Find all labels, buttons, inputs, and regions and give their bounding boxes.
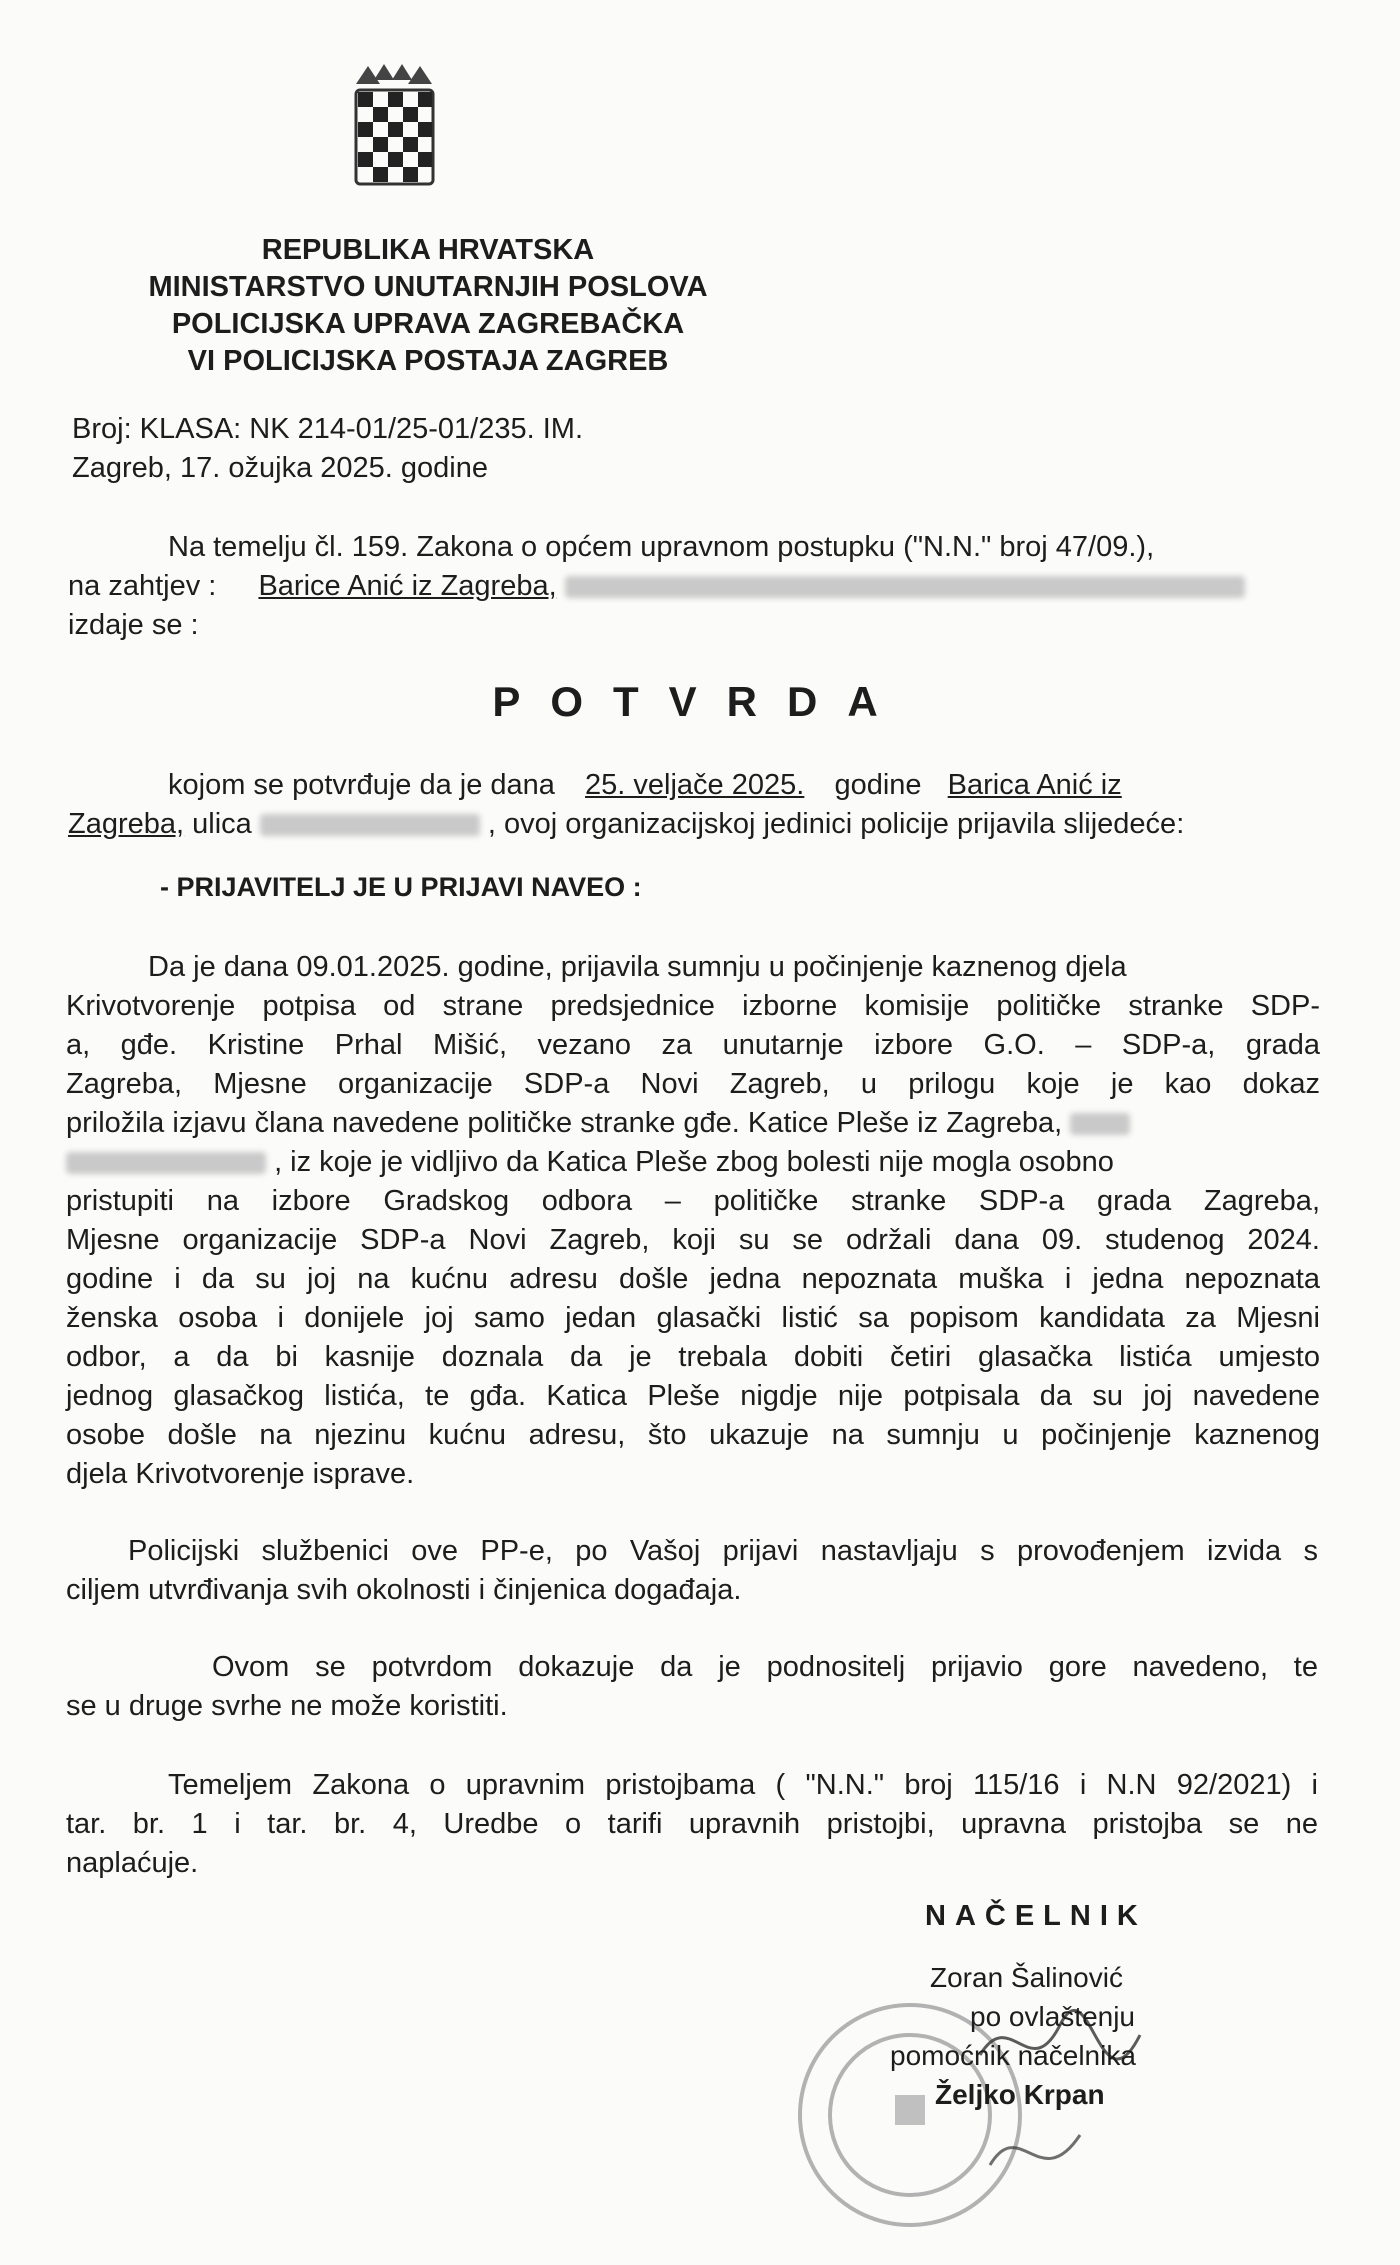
report-text: , iz koje je vidljivo da Katica Pleše zbog bolesti nije mogla osobno bbox=[274, 1146, 1114, 1178]
issued-label: izdaje se : bbox=[68, 609, 199, 641]
report-line: djela Krivotvorenje isprave. bbox=[66, 1458, 415, 1490]
police-line: ciljem utvrđivanja svih okolnosti i činjenica događaja. bbox=[66, 1574, 742, 1606]
redacted-address bbox=[565, 576, 1245, 598]
document-meta bbox=[72, 410, 583, 488]
header-line: VI POLICIJSKA POSTAJA ZAGREB bbox=[187, 345, 669, 377]
report-line bbox=[66, 1104, 1130, 1143]
fee-line: naplaćuje. bbox=[66, 1847, 199, 1879]
report-line: odbor, a da bi kasnije doznala da je trebala dobiti četiri glasačka listića umjesto bbox=[66, 1341, 1320, 1373]
fee-line: Temeljem Zakona o upravnim pristojbama ( "N.N." broj 115/16 i N.N 92/2021) i bbox=[168, 1769, 1318, 1801]
report-line: ženska osoba i donijele joj samo jedan glasački listić sa popisom kandidata za Mjesni bbox=[66, 1302, 1320, 1334]
proof-line: Ovom se potvrdom dokazuje da je podnositelj prijavio gore navedeno, te bbox=[212, 1651, 1318, 1683]
document-title: POTVRDA bbox=[492, 678, 908, 725]
report-line: pristupiti na izbore Gradskog odbora – političke stranke SDP-a grada Zagreba, bbox=[66, 1185, 1320, 1217]
report-line: Da je dana 09.01.2025. godine, prijavila sumnju u počinjenje kaznenog djela bbox=[148, 951, 1127, 983]
confirmation-line-2 bbox=[68, 805, 1184, 844]
redacted-address bbox=[66, 1152, 266, 1174]
confirm-text: ulica bbox=[192, 808, 252, 840]
signer-name: Željko Krpan bbox=[935, 2079, 1105, 2110]
report-date: 25. veljače 2025. bbox=[585, 769, 805, 801]
header-line: REPUBLIKA HRVATSKA bbox=[261, 234, 595, 266]
report-line: Zagreba, Mjesne organizacije SDP-a Novi Zagreb, u prilogu koje je kao dokaz bbox=[66, 1068, 1320, 1100]
institution-header bbox=[78, 232, 778, 380]
report-line: a, gđe. Kristine Prhal Mišić, vezano za unutarnje izbore G.O. – SDP-a, grada bbox=[66, 1029, 1320, 1061]
header-line: POLICIJSKA UPRAVA ZAGREBAČKA bbox=[171, 308, 685, 340]
reporter-name: Barica Anić iz bbox=[947, 769, 1122, 801]
request-label: na zahtjev : bbox=[68, 570, 217, 602]
legal-basis: Na temelju čl. 159. Zakona o općem upravnom postupku ("N.N." broj 47/09.), bbox=[168, 531, 1155, 563]
report-line: godine i da su joj na kućnu adresu došle jedna nepoznata muška i jedna nepoznata bbox=[66, 1263, 1320, 1295]
report-line: osobe došle na njezinu kućnu adresu, što ukazuje na sumnju u počinjenje kaznenog bbox=[66, 1419, 1320, 1451]
report-line: jednog glasačkog listića, te gđa. Katica Pleše nigdje nije potpisala da su joj navedene bbox=[66, 1380, 1320, 1412]
confirm-text: , ovoj organizacijskoj jedinici policije prijavila slijedeće: bbox=[487, 808, 1185, 840]
proof-line: se u druge svrhe ne može koristiti. bbox=[66, 1690, 508, 1722]
confirm-text: kojom se potvrđuje da je dana bbox=[168, 769, 555, 801]
fee-line: tar. br. 1 i tar. br. 4, Uredbe o tarifi upravnih pristojbi, upravna pristojba se ne bbox=[66, 1808, 1318, 1840]
signer-role: pomoćnik načelnika bbox=[890, 2040, 1136, 2071]
report-text: priložila izjavu člana navedene političke stranke gđe. Katice Pleše iz Zagreba, bbox=[66, 1107, 1063, 1139]
report-line: Krivotvorenje potpisa od strane predsjednice izborne komisije političke stranke SDP- bbox=[66, 990, 1320, 1022]
signature-title: NAČELNIK bbox=[925, 1900, 1147, 1932]
confirmation-line-1 bbox=[168, 766, 1122, 805]
report-subheading: - PRIJAVITELJ JE U PRIJAVI NAVEO : bbox=[160, 872, 642, 902]
authority-note: po ovlaštenju bbox=[970, 2001, 1136, 2032]
report-line bbox=[66, 1143, 1114, 1182]
police-line: Policijski službenici ove PP-e, po Vašoj prijavi nastavljaju s provođenjem izvida s bbox=[128, 1535, 1318, 1567]
confirm-text: godine bbox=[834, 769, 922, 801]
document-date: Zagreb, 17. ožujka 2025. godine bbox=[72, 452, 488, 484]
header-line: MINISTARSTVO UNUTARNJIH POSLOVA bbox=[148, 271, 708, 303]
coat-of-arms-icon bbox=[352, 62, 437, 190]
request-line bbox=[68, 567, 1245, 606]
report-line: Mjesne organizacije SDP-a Novi Zagreb, koji su se održali dana 09. studenog 2024. bbox=[66, 1224, 1320, 1256]
signatory-name: Zoran Šalinović bbox=[930, 1962, 1123, 1993]
requester-name: Barice Anić iz Zagreba, bbox=[258, 570, 557, 602]
redacted-street bbox=[260, 814, 480, 836]
redacted-address bbox=[1070, 1113, 1130, 1135]
reporter-city: Zagreba, bbox=[68, 808, 185, 840]
reference-number: Broj: KLASA: NK 214-01/25-01/235. IM. bbox=[72, 413, 583, 445]
